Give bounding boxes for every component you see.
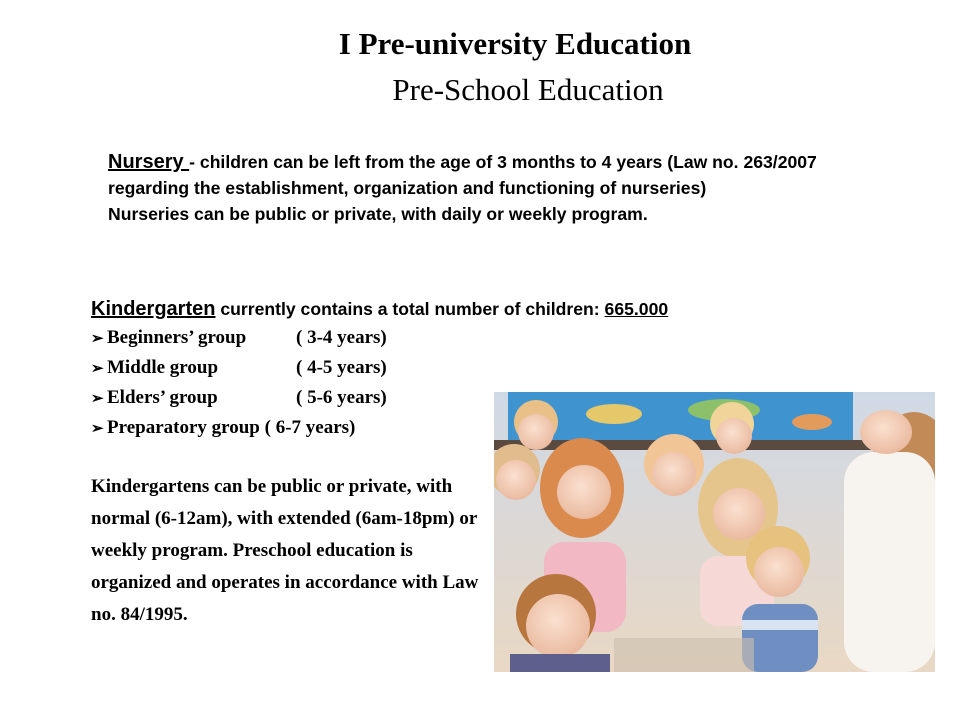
kindergarten-total: 665.000: [604, 299, 669, 319]
kindergarten-intro-text: currently contains a total number of children:: [215, 299, 605, 319]
children-photo: [494, 392, 935, 672]
nursery-program-text: Nurseries can be public or private, with daily or weekly program.: [108, 204, 648, 224]
kindergarten-groups-list: [91, 323, 387, 443]
group-name: Beginners’ group: [107, 327, 247, 348]
list-item: [91, 383, 387, 413]
arrow-bullet-icon: ➢: [91, 421, 104, 437]
nursery-paragraph: [108, 149, 858, 201]
list-item: [91, 353, 387, 383]
group-ages: ( 3-4 years): [296, 327, 387, 348]
kindergarten-description: Kindergartens can be public or private, with normal (6-12am), with extended (6am-18pm) or weekly program. Preschool education is organized and operates in accordance with Law no. 84/1995.: [91, 476, 479, 625]
group-ages: ( 4-5 years): [296, 357, 387, 378]
nursery-section: [108, 149, 858, 227]
slide-subtitle: Pre-School Education: [392, 72, 664, 107]
arrow-bullet-icon: ➢: [91, 361, 104, 377]
kindergarten-intro: [91, 294, 668, 324]
arrow-bullet-icon: ➢: [91, 331, 104, 347]
kindergarten-term: Kindergarten: [91, 298, 216, 320]
arrow-bullet-icon: ➢: [91, 391, 104, 407]
group-ages: ( 5-6 years): [296, 387, 387, 408]
group-name: Elders’ group: [107, 387, 218, 408]
group-ages: ( 6-7 years): [259, 417, 356, 438]
nursery-term: Nursery: [108, 151, 190, 173]
slide-title: I Pre-university Education: [338, 26, 692, 61]
list-item: [91, 413, 387, 443]
nursery-text: - children can be left from the age of 3 months to 4 years (Law no. 263/2007 regarding the establishment, organization and functioning of nurseries): [108, 152, 817, 198]
list-item: [91, 323, 387, 353]
group-name: Middle group: [107, 357, 219, 378]
group-name: Preparatory group: [107, 417, 260, 438]
